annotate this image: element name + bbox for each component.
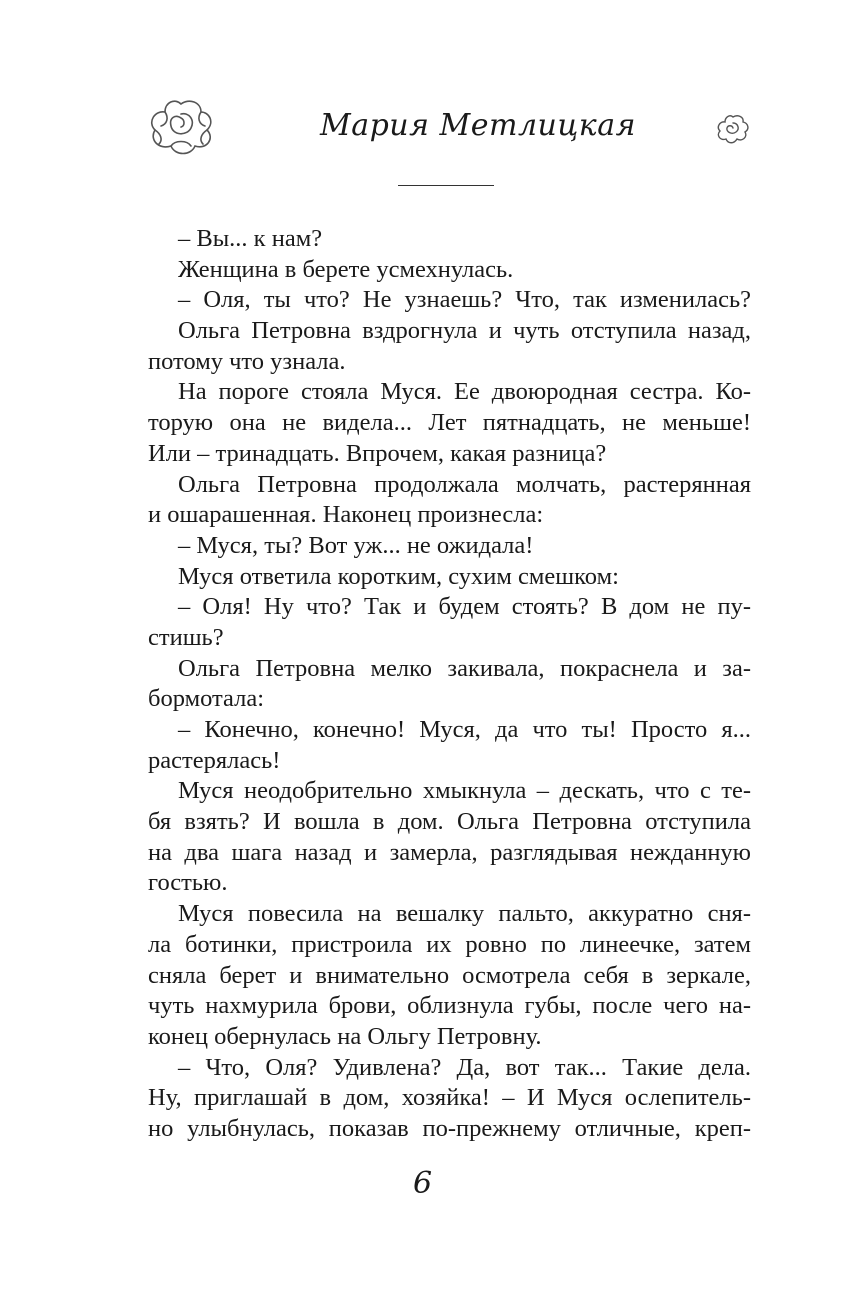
text-line: потому что узнала. [148, 347, 346, 375]
text-line: и ошарашенная. Наконец произнесла: [148, 501, 544, 529]
text-line: – Вы... к нам? [178, 225, 323, 252]
text-line: ла ботинки, пристроила их ровно по линеечке, затем [148, 930, 751, 958]
text-line: – Муся, ты? Вот уж... не ожидала! [178, 531, 534, 559]
text-line: торую она не видела... Лет пятнадцать, не меньше! [148, 409, 751, 437]
text-line: но улыбнулась, показав по-прежнему отличные, креп- [148, 1114, 751, 1142]
header-divider [398, 185, 494, 186]
text-line: на два шага назад и замерла, разглядывая нежданную [148, 838, 751, 866]
text-line: – Конечно, конечно! Муся, да что ты! Просто я... [178, 716, 751, 743]
text-line: Муся неодобрительно хмыкнула – дескать, что с те- [178, 777, 751, 805]
text-line: Муся ответила коротким, сухим смешком: [178, 562, 619, 590]
text-line: Или – тринадцать. Впрочем, какая разница? [148, 439, 607, 467]
text-line: бя взять? И вошла в дом. Ольга Петровна отступила [148, 808, 751, 836]
text-line: Муся повесила на вешалку пальто, аккуратно сня- [178, 900, 751, 928]
text-line: конец обернулась на Ольгу Петровну. [148, 1022, 542, 1050]
text-line: сняла берет и внимательно осмотрела себя в зеркале, [148, 961, 751, 989]
text-line: бормотала: [148, 685, 265, 713]
text-line: – Оля! Ну что? Так и будем стоять? В дом не пу- [178, 593, 751, 621]
page-header [0, 0, 845, 200]
text-line: Ольга Петровна мелко закивала, покраснела и за- [178, 654, 751, 682]
rose-ornament-icon [715, 113, 751, 145]
text-line: На пороге стояла Муся. Ее двоюродная сестра. Ко- [178, 378, 751, 406]
text-line: стишь? [148, 623, 224, 651]
text-line: гостью. [148, 869, 228, 897]
text-line: чуть нахмурила брови, облизнула губы, после чего на- [148, 992, 751, 1020]
author-name: Мария Метлицкая [320, 108, 636, 143]
rose-ornament-icon [143, 96, 219, 160]
text-line: – Оля, ты что? Не узнаешь? Что, так изменилась? [178, 286, 751, 314]
page-number: 6 [412, 1166, 433, 1201]
text-line: Ольга Петровна продолжала молчать, растерянная [178, 470, 751, 498]
text-line: Ольга Петровна вздрогнула и чуть отступила назад, [178, 317, 751, 345]
text-line: – Что, Оля? Удивлена? Да, вот так... Такие дела. [178, 1053, 751, 1081]
text-line: Ну, приглашай в дом, хозяйка! – И Муся ослепитель- [148, 1084, 751, 1112]
body-text [148, 224, 751, 1145]
text-line: растерялась! [148, 746, 281, 774]
text-line: Женщина в берете усмехнулась. [178, 255, 514, 283]
